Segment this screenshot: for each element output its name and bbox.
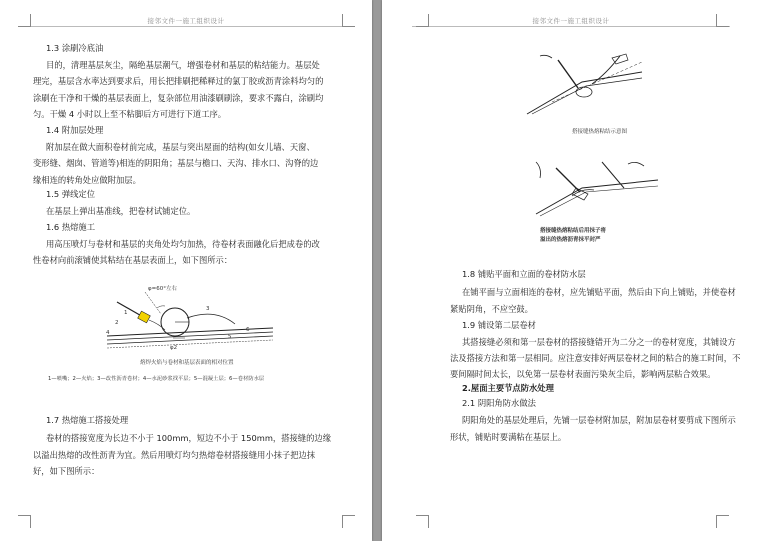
- paragraph-line: 形状，铺贴时要满粘在基层上。: [450, 432, 567, 442]
- document-page-left: [0, 0, 372, 541]
- section-heading-1-5: 1.5 弹线定位: [46, 189, 96, 199]
- section-heading-1-4: 1.4 附加层处理: [46, 125, 104, 135]
- crop-mark: [716, 14, 729, 27]
- figure-label-2: 2: [115, 320, 119, 326]
- paragraph-line: 目的，清理基层灰尘，隔绝基层潮气，增强卷材和基层的粘结能力。基层处: [46, 60, 320, 70]
- section-heading-2-1: 2.1 阴阳角防水做法: [462, 398, 536, 408]
- crop-mark: [416, 515, 429, 528]
- paragraph-line: 性卷材向前滚铺使其粘结在基层表面上，如下图所示：: [33, 255, 233, 265]
- paragraph-line: 涂刷在干净和干燥的基层表面上，复杂部位用油漆刷刷涂，要求不露白，涂刷均: [33, 93, 324, 103]
- paragraph-line: 用高压喷灯与卷材和基层的夹角处均匀加热，待卷材表面融化后把成卷的改: [46, 239, 320, 249]
- figure-caption: 搭接缝热熔粘结示意图: [572, 129, 628, 135]
- paragraph-line: 匀。干燥 4 小时以上至不粘脚后方可进行下道工序。: [33, 109, 227, 119]
- crop-mark: [342, 14, 355, 27]
- paragraph-line: 在基层上弹出基准线，把卷材试铺定位。: [46, 206, 196, 216]
- paragraph-line: 以溢出热熔的改性沥青为宜。然后用喷灯均匀热熔卷材搭接缝用小抹子把边抹: [33, 450, 316, 460]
- page-header: 接邻文件一施工组织设计: [147, 17, 225, 25]
- angle-label: φ=60°左右: [148, 286, 177, 292]
- header-rule: [30, 26, 342, 27]
- seam-smoothing-diagram: [532, 158, 662, 220]
- header-rule: [412, 26, 730, 27]
- figure-label-1: 1: [124, 310, 128, 316]
- document-page-right: [382, 0, 760, 541]
- paragraph-line: 法及搭接方法和第一层相同。应注意安排好两层卷材之间的粘合的施工时间，不: [450, 353, 741, 363]
- paragraph-line: 好，如下图所示：: [33, 466, 100, 476]
- figure-label-5: 5: [228, 334, 232, 340]
- paragraph-line: 紧贴阴角，不应空鼓。: [450, 304, 533, 314]
- section-heading-1-9: 1.9 铺设第二层卷材: [462, 320, 536, 330]
- figure-label-phi2: φ2: [170, 345, 178, 351]
- paragraph-line: 缘相连的转角处应做附加层。: [33, 175, 141, 185]
- figure-label-6: 6: [246, 327, 250, 333]
- crop-mark: [416, 14, 429, 27]
- paragraph-line: 变形缝、烟囱、管道等)相连的阴阳角；基层与檐口、天沟、排水口、沟脊的边: [33, 158, 319, 168]
- paragraph-line: 卷材的搭接宽度为长边不小于 100mm，短边不小于 150mm，搭接缝的边缘: [46, 433, 331, 443]
- crop-mark: [342, 515, 355, 528]
- paragraph-line: 理完，基层含水率达到要求后，用长把排刷把稀释过的氯丁胶或沥青涂料均匀的: [33, 76, 324, 86]
- paragraph-line: 在铺平面与立面相连的卷材，应先铺贴平面，然后由下向上铺贴，并使卷材: [462, 287, 736, 297]
- seam-heating-diagram: [522, 52, 647, 120]
- section-heading-1-8: 1.8 铺贴平面和立面的卷材防水层: [462, 269, 586, 279]
- crop-mark: [18, 515, 31, 528]
- figure-caption: 熔焊火焰与卷材和基层表面的相对位置: [140, 360, 234, 366]
- section-heading-1-7: 1.7 热熔施工搭接处理: [46, 415, 129, 425]
- crop-mark: [716, 515, 729, 528]
- section-heading-1-3: 1.3 涂刷冷底油: [46, 43, 104, 53]
- page-header: 接邻文件一施工组织设计: [532, 17, 610, 25]
- paragraph-line: 阴阳角处的基层处理后，先铺一层卷材附加层，附加层卷材要剪成下图所示: [462, 415, 736, 425]
- paragraph-line: 其搭接缝必须和第一层卷材的搭接缝错开为二分之一的卷材宽度，其铺设方: [462, 337, 736, 347]
- section-heading-2: 2.屋面主要节点防水处理: [462, 383, 554, 393]
- figure-label-4: 4: [106, 330, 110, 336]
- torch-heating-diagram: [95, 278, 275, 358]
- paragraph-line: 附加层在做大面积卷材前完成，基层与突出屋面的结构(如女儿墙、天窗、: [46, 142, 315, 152]
- crop-mark: [18, 14, 31, 27]
- section-heading-1-6: 1.6 热熔施工: [46, 222, 96, 232]
- figure-caption: 搭接缝热熔粘结后用抹子将: [540, 228, 607, 234]
- paragraph-line: 要间隔时间太长，以免第一层卷材表面污染灰尘后，影响两层粘合效果。: [450, 369, 716, 379]
- figure-legend: 1—喷嘴；2—火焰；3—改性沥青卷材；4—水泥砂浆找平层；5—混凝土层；6—卷材防水层: [48, 376, 265, 382]
- figure-caption: 溢出的热熔沥青抹平封严: [540, 237, 601, 243]
- figure-label-3: 3: [206, 306, 210, 312]
